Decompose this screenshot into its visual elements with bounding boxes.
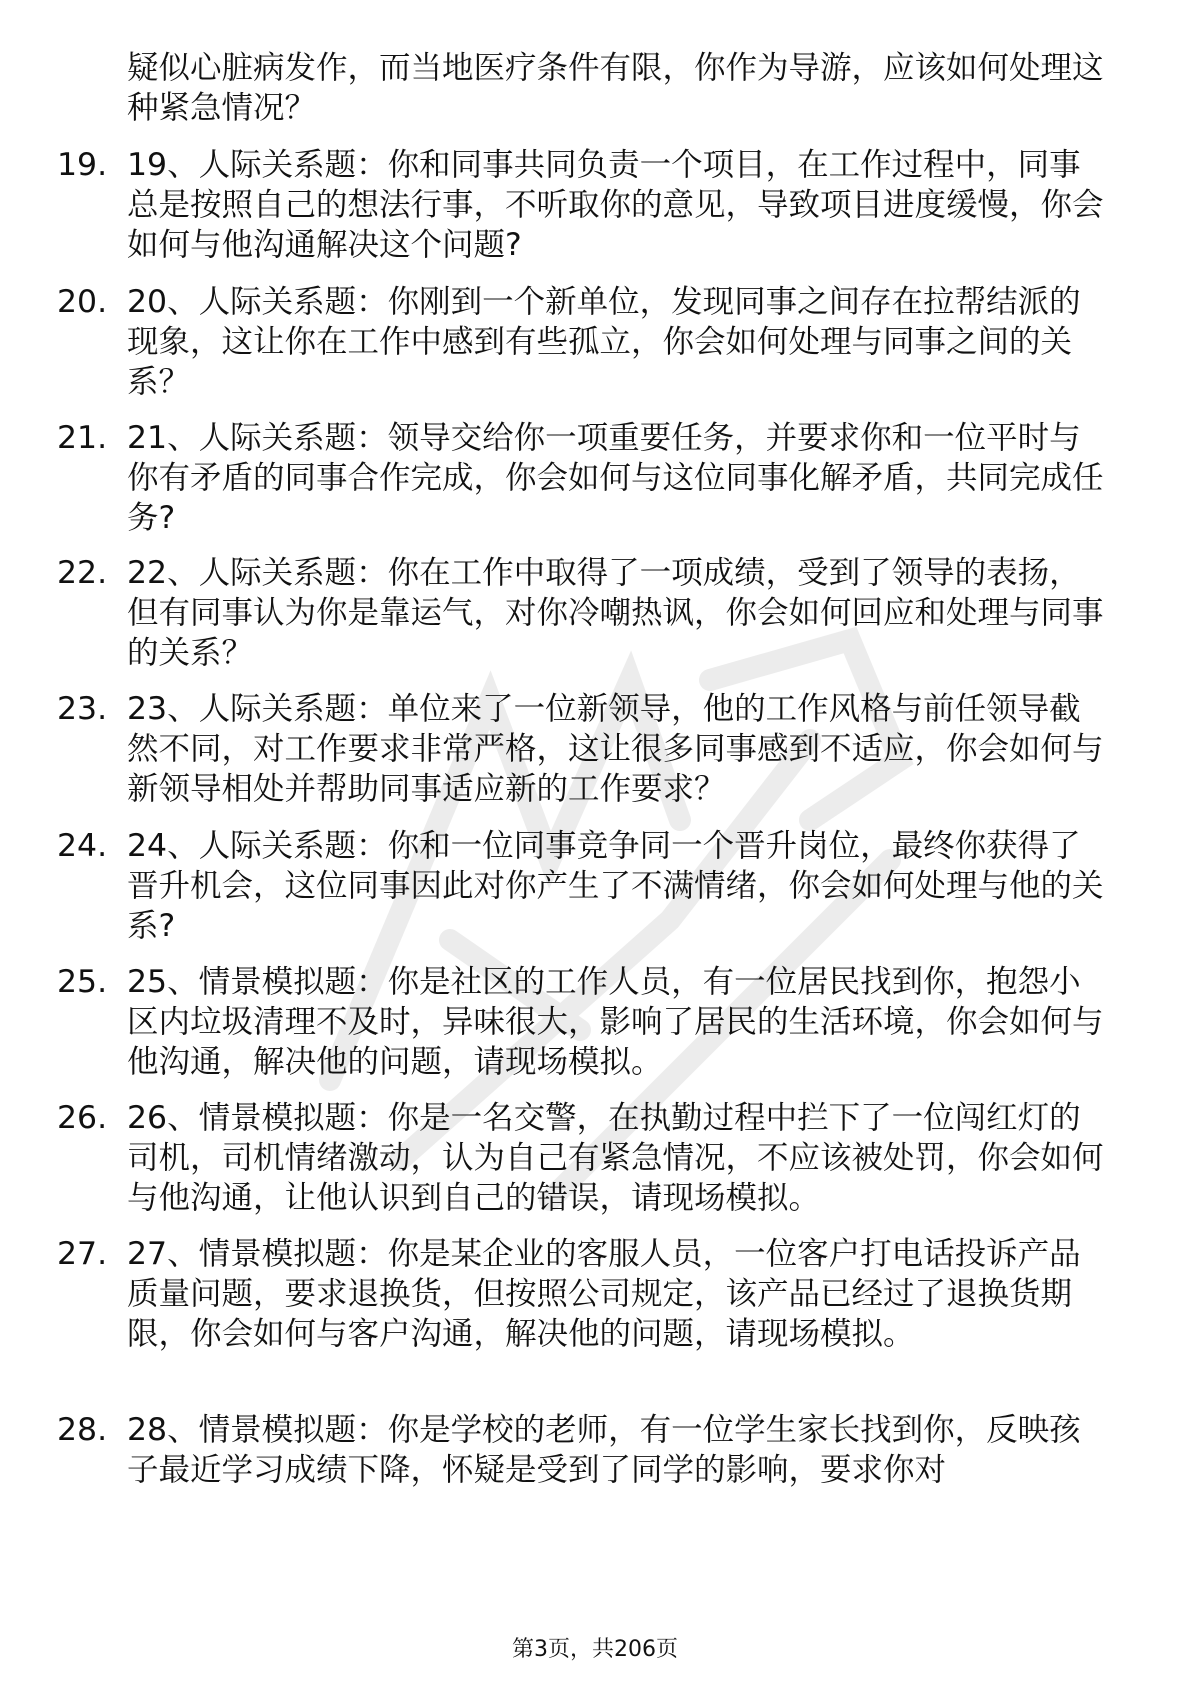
list-item-continuation	[127, 48, 1107, 128]
item-text: 28、情景模拟题：你是学校的老师，有一位学生家长找到你，反映孩子最近学习成绩下降，怀疑是受到了同学的影响，要求你对	[127, 1412, 1081, 1488]
item-number: 22.	[57, 555, 108, 591]
list-item	[57, 145, 1107, 265]
item-number: 23.	[57, 691, 108, 727]
list-item	[57, 282, 1107, 402]
item-number: 25.	[57, 964, 108, 1000]
item-number: 19.	[57, 147, 108, 183]
page-footer: 第3页，共206页	[512, 1637, 678, 1662]
list-item	[57, 826, 1107, 946]
list-item	[57, 1410, 1107, 1490]
item-text: 23、人际关系题：单位来了一位新领导，他的工作风格与前任领导截然不同，对工作要求非常严格，这让很多同事感到不适应，你会如何与新领导相处并帮助同事适应新的工作要求？	[127, 691, 1104, 807]
item-text: 21、人际关系题：领导交给你一项重要任务，并要求你和一位平时与你有矛盾的同事合作完成，你会如何与这位同事化解矛盾，共同完成任务?	[127, 420, 1104, 536]
item-text: 26、情景模拟题：你是一名交警，在执勤过程中拦下了一位闯红灯的司机，司机情绪激动，认为自己有紧急情况，不应该被处罚，你会如何与他沟通，让他认识到自己的错误，请现场模拟。	[127, 1100, 1104, 1216]
item-number: 28.	[57, 1412, 108, 1448]
list-item	[57, 418, 1107, 538]
item-text: 19、人际关系题：你和同事共同负责一个项目，在工作过程中，同事总是按照自己的想法行事，不听取你的意见，导致项目进度缓慢，你会如何与他沟通解决这个问题?	[127, 147, 1104, 263]
item-text: 25、情景模拟题：你是社区的工作人员，有一位居民找到你，抱怨小区内垃圾清理不及时，异味很大，影响了居民的生活环境，你会如何与他沟通，解决他的问题，请现场模拟。	[127, 964, 1104, 1080]
item-text: 疑似心脏病发作，而当地医疗条件有限，你作为导游，应该如何处理这种紧急情况？	[127, 50, 1104, 126]
item-number: 26.	[57, 1100, 108, 1136]
list-item	[57, 1234, 1107, 1354]
item-text: 20、人际关系题：你刚到一个新单位，发现同事之间存在拉帮结派的现象，这让你在工作中感到有些孤立，你会如何处理与同事之间的关系？	[127, 284, 1081, 400]
item-number: 20.	[57, 284, 108, 320]
list-item	[57, 962, 1107, 1082]
item-text: 27、情景模拟题：你是某企业的客服人员，一位客户打电话投诉产品质量问题，要求退换货，但按照公司规定，该产品已经过了退换货期限，你会如何与客户沟通，解决他的问题，请现场模拟。	[127, 1236, 1081, 1352]
item-number: 27.	[57, 1236, 108, 1272]
list-item	[57, 1098, 1107, 1218]
item-text: 22、人际关系题：你在工作中取得了一项成绩，受到了领导的表扬，但有同事认为你是靠运气，对你冷嘲热讽，你会如何回应和处理与同事的关系？	[127, 555, 1104, 671]
item-text: 24、人际关系题：你和一位同事竞争同一个晋升岗位，最终你获得了晋升机会，这位同事因此对你产生了不满情绪，你会如何处理与他的关系?	[127, 828, 1104, 944]
item-number: 21.	[57, 420, 108, 456]
item-number: 24.	[57, 828, 108, 864]
list-item	[57, 689, 1107, 809]
list-item	[57, 553, 1107, 673]
